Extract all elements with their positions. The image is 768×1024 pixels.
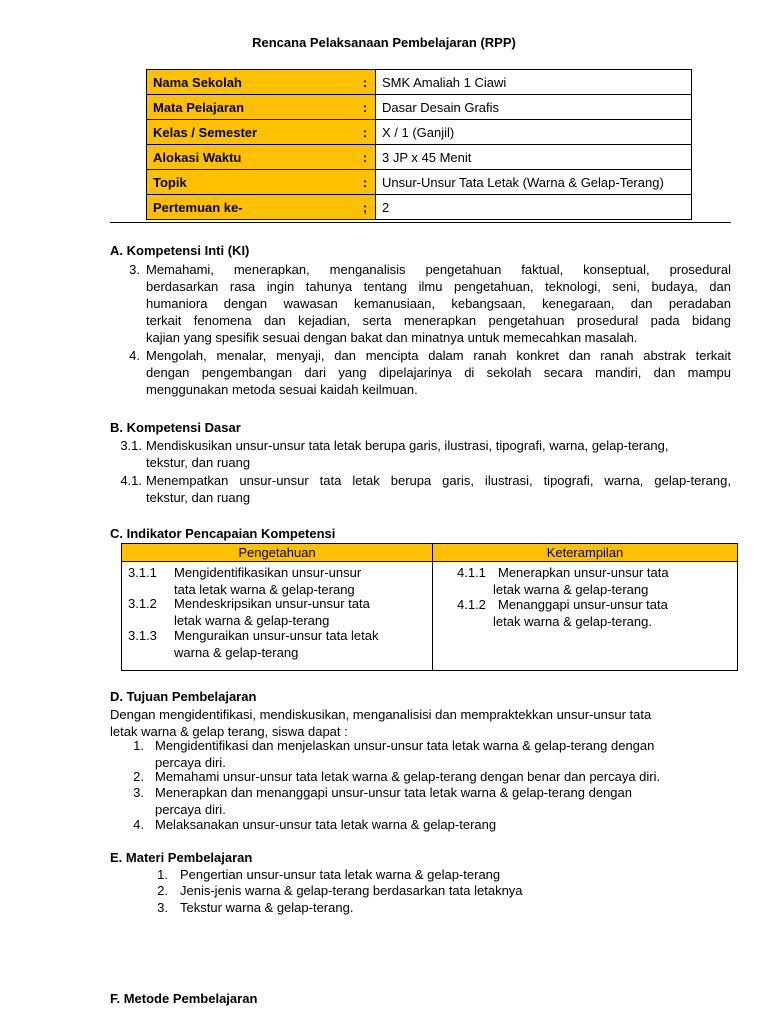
material-number: 1. xyxy=(157,867,168,882)
section-e-heading: E. Materi Pembelajaran xyxy=(110,850,253,865)
objective-number: 3. xyxy=(133,785,144,800)
identity-label: Topik xyxy=(147,170,356,195)
intro-line: Dengan mengidentifikasi, mendiskusikan, menganalisisi dan mempraktekkan unsur-unsur tata xyxy=(110,707,652,722)
objective-line: Mengidentifikasi dan menjelaskan unsur-unsur tata letak warna & gelap-terang dengan xyxy=(155,738,655,753)
material-number: 2. xyxy=(157,883,168,898)
ki-line: humaniora dengan wawasan kemanusiaan, kebangsaan, kenegaraan, dan peradaban xyxy=(146,296,731,311)
identity-value: X / 1 (Ganjil) xyxy=(376,120,692,145)
objective-item xyxy=(155,784,735,818)
ki-line: kajian yang spesifik sesuai dengan bakat dan minatnya untuk memecahkan masalah. xyxy=(146,330,638,345)
section-b-heading: B. Kompetensi Dasar xyxy=(110,420,241,435)
intro-line: letak warna & gelap terang, siswa dapat : xyxy=(110,724,348,739)
kd-line: Menempatkan unsur-unsur tata letak berupa garis, ilustrasi, tipografi, warna, gelap-terang, xyxy=(146,473,731,488)
identity-colon: : xyxy=(355,145,376,170)
objective-intro xyxy=(110,706,731,740)
objective-line: percaya diri. xyxy=(155,755,226,770)
objective-number: 1. xyxy=(133,738,144,753)
column-header-skill: Keterampilan xyxy=(433,544,738,562)
indicator-line: tata letak warna & gelap-terang xyxy=(174,582,355,597)
kd-item-4-1 xyxy=(146,472,731,506)
objective-line: Melaksanakan unsur-unsur tata letak warna & gelap-terang xyxy=(155,817,497,832)
header-divider xyxy=(110,222,731,223)
ki-line: menggunakan metoda sesuai kaidah keilmuan. xyxy=(146,382,418,397)
indicator-number: 3.1.3 xyxy=(128,628,157,643)
identity-value: Dasar Desain Grafis xyxy=(376,95,692,120)
identity-row xyxy=(147,195,692,220)
identity-label: Pertemuan ke- xyxy=(147,195,356,220)
identity-label: Nama Sekolah xyxy=(147,70,356,95)
identity-label: Mata Pelajaran xyxy=(147,95,356,120)
identity-colon: : xyxy=(355,120,376,145)
ki-line: berdasarkan rasa ingin tahunya tentang ilmu pengetahuan, teknologi, seni, budaya, dan xyxy=(146,279,731,294)
kd-line: Mendiskusikan unsur-unsur tata letak berupa garis, ilustrasi, tipografi, warna, gelap-terang, xyxy=(146,438,669,453)
identity-row xyxy=(147,70,692,95)
section-d-heading: D. Tujuan Pembelajaran xyxy=(110,689,257,704)
section-f-heading: F. Metode Pembelajaran xyxy=(110,991,258,1006)
identity-label: Kelas / Semester xyxy=(147,120,356,145)
identity-value: 3 JP x 45 Menit xyxy=(376,145,692,170)
identity-row xyxy=(147,145,692,170)
objective-line: Menerapkan dan menanggapi unsur-unsur tata letak warna & gelap-terang dengan xyxy=(155,785,632,800)
identity-label: Alokasi Waktu xyxy=(147,145,356,170)
kd-item-3-1 xyxy=(146,437,731,471)
indicator-line: letak warna & gelap-terang. xyxy=(493,614,652,629)
ki-line: terkait fenomena dan kejadian, serta menerapkan pengetahuan prosedural pada bidang xyxy=(146,313,731,328)
section-a-heading: A. Kompetensi Inti (KI) xyxy=(110,243,250,258)
objective-item xyxy=(155,816,735,833)
identity-colon: ; xyxy=(355,195,376,220)
objective-item xyxy=(155,737,735,771)
ki-line: Mengolah, menalar, menyaji, dan mencipta dalam ranah konkret dan ranah abstrak terkait xyxy=(146,348,731,363)
identity-value: Unsur-Unsur Tata Letak (Warna & Gelap-Terang) xyxy=(376,170,692,195)
objective-item xyxy=(155,768,735,785)
indicator-line: Menguraikan unsur-unsur tata letak xyxy=(174,628,379,643)
objective-line: percaya diri. xyxy=(155,802,226,817)
material-item: Pengertian unsur-unsur tata letak warna & gelap-terang xyxy=(180,867,501,882)
kd-item-number: 3.1. xyxy=(120,438,142,453)
identity-value: 2 xyxy=(376,195,692,220)
skill-cell xyxy=(433,562,738,671)
identity-row xyxy=(147,170,692,195)
material-number: 3. xyxy=(157,900,168,915)
section-c-heading: C. Indikator Pencapaian Kompetensi xyxy=(110,526,336,541)
identity-table xyxy=(146,69,692,220)
indicator-line: letak warna & gelap-terang xyxy=(174,613,330,628)
indicator-line: Mendeskripsikan unsur-unsur tata xyxy=(174,596,370,611)
ki-line: Memahami, menerapkan, menganalisis pengetahuan faktual, konseptual, prosedural xyxy=(146,262,731,277)
identity-row xyxy=(147,120,692,145)
indicator-number: 4.1.2 xyxy=(457,597,486,612)
ki-item-3 xyxy=(146,261,731,346)
ki-item-number: 4. xyxy=(129,348,140,363)
identity-value: SMK Amaliah 1 Ciawi xyxy=(376,70,692,95)
identity-colon: : xyxy=(355,70,376,95)
identity-row xyxy=(147,95,692,120)
document-title: Rencana Pelaksanaan Pembelajaran (RPP) xyxy=(252,35,516,50)
indicator-number: 4.1.1 xyxy=(457,565,486,580)
ki-item-4 xyxy=(146,347,731,398)
indicator-number: 3.1.2 xyxy=(128,596,157,611)
indicator-line: Menerapkan unsur-unsur tata xyxy=(498,565,669,580)
indicator-line: warna & gelap-terang xyxy=(174,645,299,660)
material-item: Jenis-jenis warna & gelap-terang berdasarkan tata letaknya xyxy=(180,883,523,898)
column-header-knowledge: Pengetahuan xyxy=(122,544,433,562)
identity-colon: : xyxy=(355,95,376,120)
objective-number: 2. xyxy=(133,769,144,784)
kd-line: tekstur, dan ruang xyxy=(146,455,251,470)
material-item: Tekstur warna & gelap-terang. xyxy=(180,900,354,915)
knowledge-cell xyxy=(122,562,433,671)
ki-item-number: 3. xyxy=(129,262,140,277)
indicator-number: 3.1.1 xyxy=(128,565,157,580)
indicator-line: Menanggapi unsur-unsur tata xyxy=(498,597,668,612)
objective-number: 4. xyxy=(133,817,144,832)
indicator-table xyxy=(121,543,738,671)
indicator-line: letak warna & gelap-terang xyxy=(493,582,649,597)
kd-item-number: 4.1. xyxy=(120,473,142,488)
kd-line: tekstur, dan ruang xyxy=(146,490,251,505)
objective-line: Memahami unsur-unsur tata letak warna & gelap-terang dengan benar dan percaya diri. xyxy=(155,769,661,784)
identity-colon: : xyxy=(355,170,376,195)
ki-line: dengan pengembangan dari yang dipelajarinya di sekolah secara mandiri, dan mampu xyxy=(146,365,731,380)
indicator-line: Mengidentifikasikan unsur-unsur xyxy=(174,565,362,580)
